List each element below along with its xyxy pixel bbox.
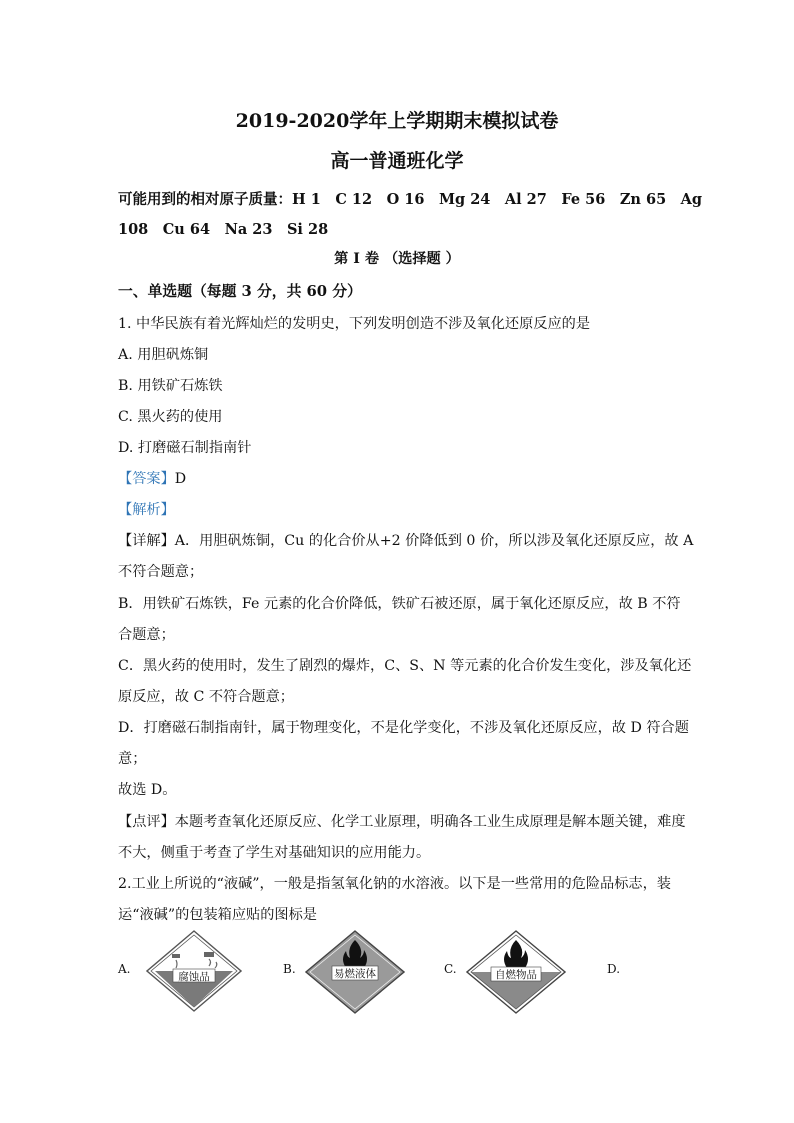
detail-line-7: D．打磨磁石制指南针，属于物理变化，不是化学变化，不涉及氧化还原反应，故 D 符合题 — [118, 720, 689, 736]
flammable-liquid-sign-text: 易燃液体 — [334, 968, 376, 980]
comment-line-1: 【点评】本题考查氧化还原反应、化学工业原理，明确各工业生成原理是解本题关键，难度 — [118, 814, 686, 830]
detail-line-4: 合题意； — [118, 627, 175, 643]
corrosive-sign-icon — [146, 930, 242, 1012]
q2-option-label-d: D. — [607, 962, 621, 976]
spontaneous-combustion-sign-text: 自燃物品 — [495, 969, 537, 981]
section-heading: 一、单选题（每题 3 分，共 60 分） — [118, 283, 362, 300]
atomic-mass-line-1: 可能用到的相对原子质量：H 1 C 12 O 16 Mg 24 Al 27 Fe 56 Zn 65 Ag — [118, 191, 703, 208]
q2-option-label-b: B. — [283, 962, 296, 976]
q2-option-label-a: A. — [118, 962, 131, 976]
q1-option-c: C. 黑火药的使用 — [118, 409, 223, 425]
exam-subtitle: 高一普通班化学 — [330, 150, 464, 172]
q2-stem-line-1: 2.工业上所说的“液碱”，一般是指氢氧化钠的水溶液。以下是一些常用的危险品标志，装 — [118, 876, 671, 892]
spontaneous-combustion-sign-icon — [466, 930, 566, 1014]
atomic-mass-line-2: 108 Cu 64 Na 23 Si 28 — [118, 221, 329, 238]
detail-line-6: 原反应，故 C 不符合题意； — [118, 689, 294, 705]
flammable-liquid-sign-icon — [305, 930, 405, 1014]
q1-stem: 1. 中华民族有着光辉灿烂的发明史，下列发明创造不涉及氧化还原反应的是 — [118, 316, 591, 332]
exam-title: 2019-2020学年上学期期末模拟试卷 — [235, 110, 559, 132]
q2-stem-line-2: 运“液碱”的包装箱应贴的图标是 — [118, 907, 317, 923]
detail-line-8: 意； — [118, 751, 147, 767]
detail-line-1: 【详解】A．用胆矾炼铜，Cu 的化合价从+2 价降低到 0 价，所以涉及氧化还原反应，故 A — [118, 533, 694, 549]
answer-value: D — [174, 471, 187, 487]
detail-line-9: 故选 D。 — [118, 782, 177, 798]
detail-line-3: B．用铁矿石炼铁，Fe 元素的化合价降低，铁矿石被还原，属于氧化还原反应，故 B 不符 — [118, 596, 681, 612]
volume-heading: 第 I 卷 （选择题 ） — [334, 251, 460, 267]
analysis-tag: 【解析】 — [118, 502, 175, 518]
corrosive-sign-text: 腐蚀品 — [178, 971, 210, 983]
comment-line-2: 不大，侧重于考查了学生对基础知识的应用能力。 — [118, 845, 431, 861]
answer-tag: 【答案】 — [118, 471, 175, 487]
detail-line-2: 不符合题意； — [118, 564, 204, 580]
q2-option-label-c: C. — [444, 962, 457, 976]
detail-line-5: C．黑火药的使用时，发生了剧烈的爆炸，C、S、N 等元素的化合价发生变化，涉及氧化还 — [118, 658, 692, 674]
q1-option-b: B. 用铁矿石炼铁 — [118, 378, 223, 394]
q1-option-d: D. 打磨磁石制指南针 — [118, 440, 252, 456]
q1-option-a: A. 用胆矾炼铜 — [118, 347, 209, 363]
q1-answer — [118, 468, 186, 488]
